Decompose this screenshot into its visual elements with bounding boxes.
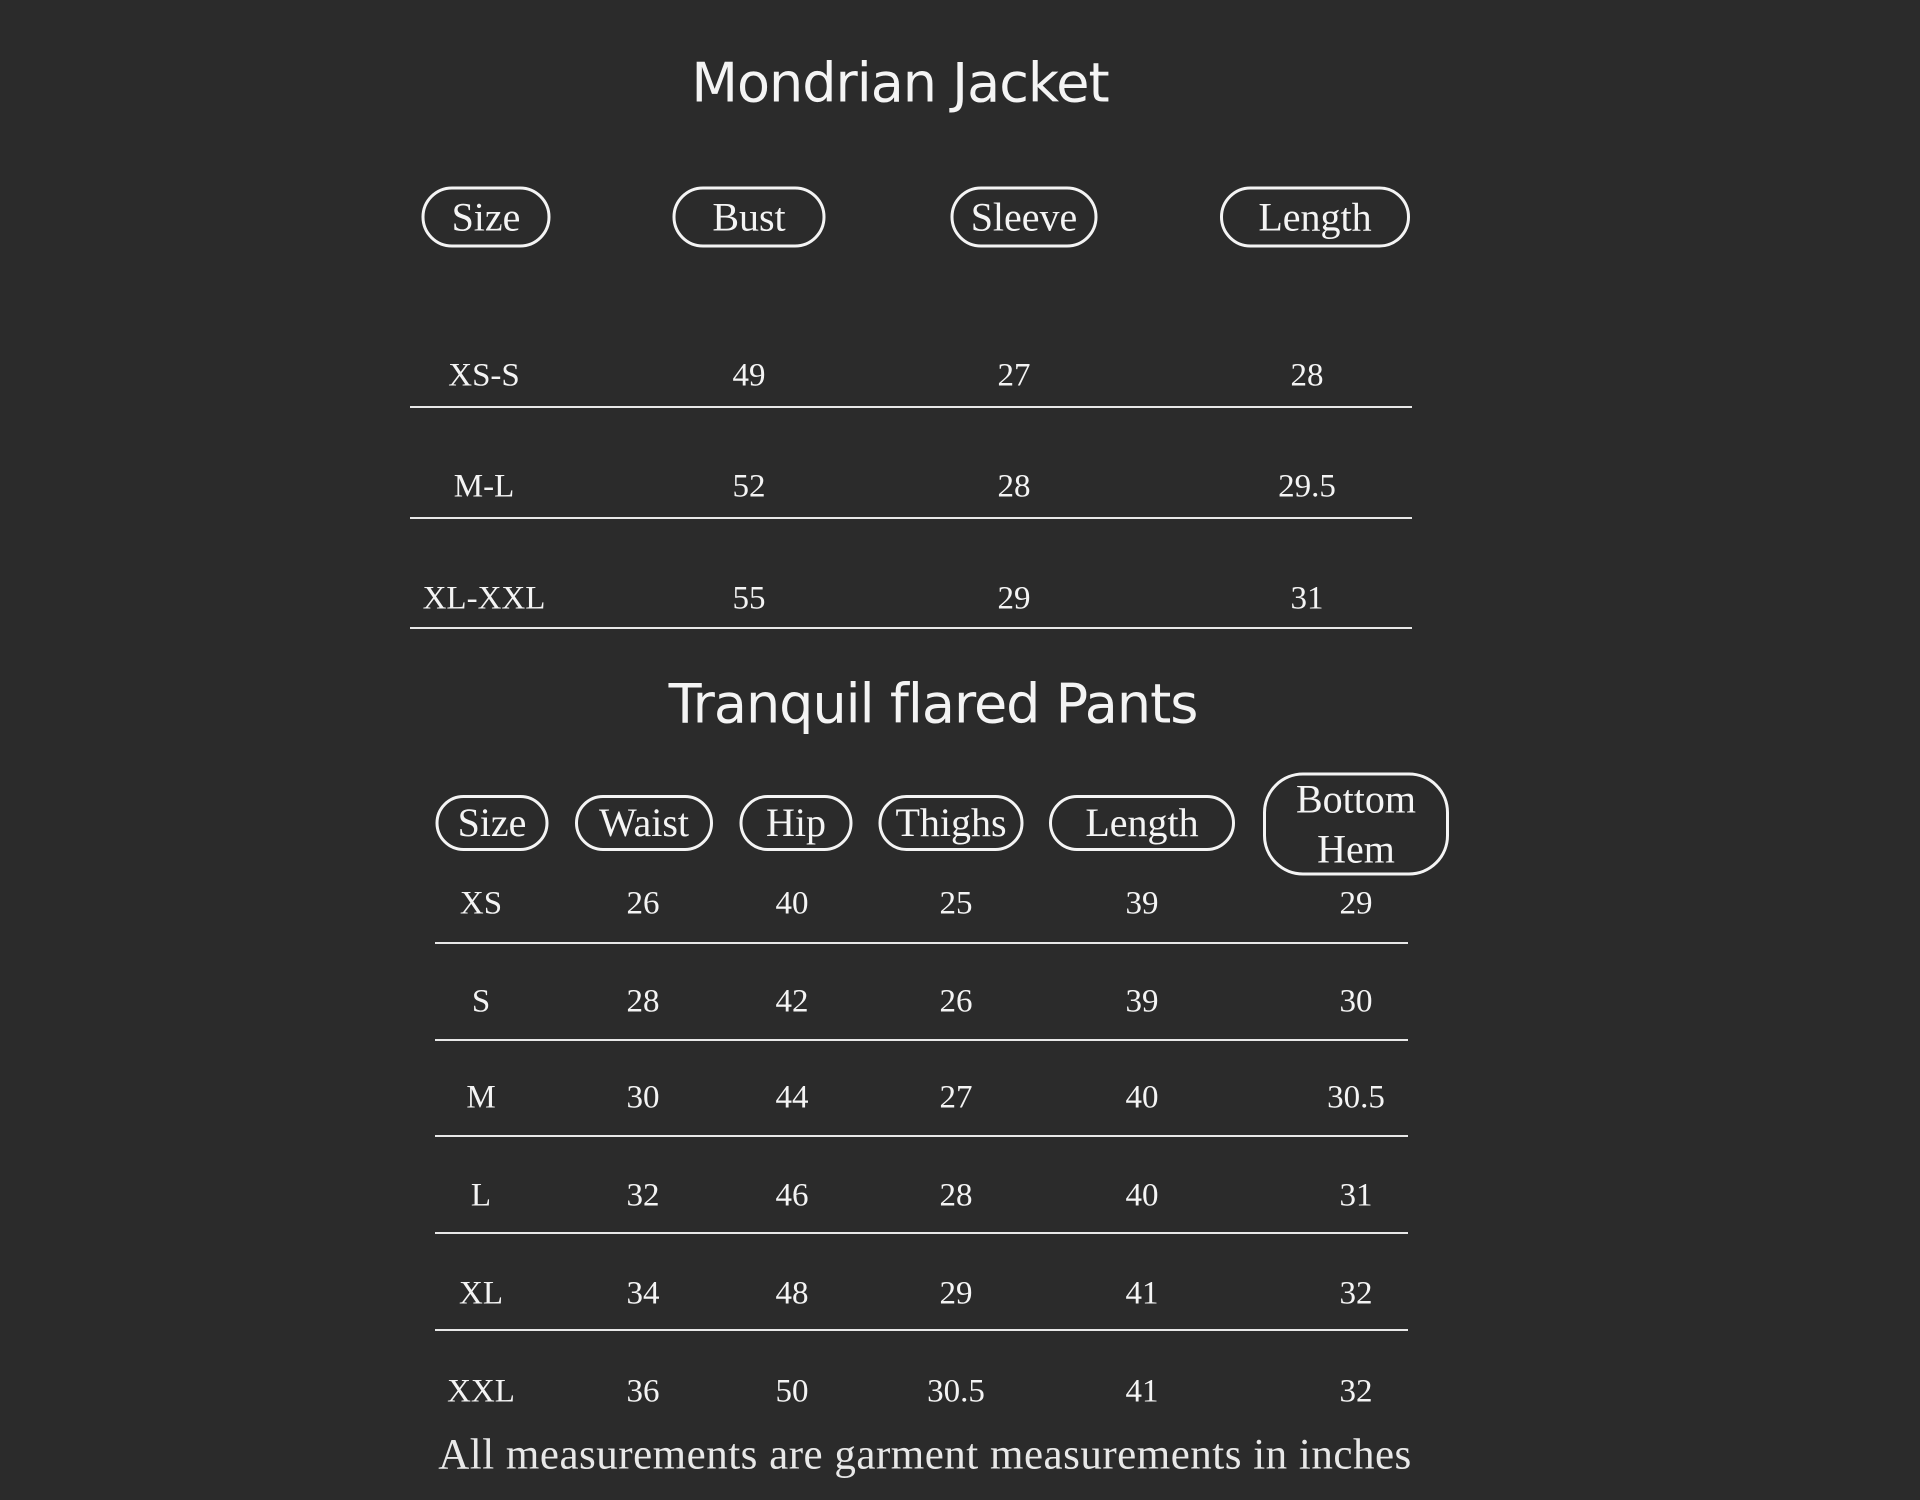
measurement-cell: 26 [939, 983, 973, 1020]
column-header-size: Size [422, 187, 551, 248]
size-label-cell: M [466, 1079, 496, 1116]
measurement-cell: 39 [1125, 983, 1159, 1020]
column-header-bust: Bust [673, 187, 826, 248]
measurement-cell: 25 [939, 885, 973, 922]
row-divider [435, 1135, 1408, 1137]
measurement-cell: 52 [732, 468, 766, 505]
measurement-cell: 48 [775, 1275, 809, 1312]
measurement-cell: 26 [626, 885, 660, 922]
measurement-cell: 32 [626, 1177, 660, 1214]
measurement-cell: 27 [997, 357, 1031, 394]
column-header-length: Length [1220, 187, 1410, 248]
row-divider [435, 942, 1408, 944]
size-label-cell: XS [459, 885, 503, 922]
measurement-cell: 36 [626, 1373, 660, 1410]
column-header-bottom-hem: Bottom Hem [1263, 773, 1449, 876]
column-header-thighs: Thighs [879, 795, 1024, 851]
measurement-cell: 32 [1339, 1373, 1373, 1410]
size-label-cell: L [470, 1177, 492, 1214]
measurement-cell: 30 [1339, 983, 1373, 1020]
row-divider [435, 1329, 1408, 1331]
measurement-cell: 30.5 [1327, 1079, 1385, 1116]
row-divider [410, 627, 1412, 629]
measurement-cell: 28 [626, 983, 660, 1020]
measurement-cell: 44 [775, 1079, 809, 1116]
pants-title: Tranquil flared Pants [668, 672, 1198, 736]
measurement-cell: 30.5 [927, 1373, 985, 1410]
size-label-cell: XL [459, 1275, 503, 1312]
measurement-cell: 40 [1125, 1079, 1159, 1116]
measurement-cell: 55 [732, 580, 766, 617]
column-header-waist: Waist [575, 795, 713, 851]
row-divider [410, 517, 1412, 519]
size-label-cell: XL-XXL [422, 580, 546, 617]
column-header-size: Size [436, 795, 549, 851]
measurement-cell: 50 [775, 1373, 809, 1410]
measurement-cell: 32 [1339, 1275, 1373, 1312]
measurement-cell: 34 [626, 1275, 660, 1312]
measurement-cell: 29.5 [1278, 468, 1336, 505]
measurement-cell: 30 [626, 1079, 660, 1116]
measurement-cell: 31 [1339, 1177, 1373, 1214]
measurement-cell: 29 [997, 580, 1031, 617]
size-label-cell: XXL [447, 1373, 515, 1410]
measurement-note: All measurements are garment measurements in inches [438, 1431, 1412, 1479]
measurement-cell: 41 [1125, 1373, 1159, 1410]
measurement-cell: 29 [939, 1275, 973, 1312]
measurement-cell: 49 [732, 357, 766, 394]
measurement-cell: 40 [775, 885, 809, 922]
measurement-cell: 28 [1290, 357, 1324, 394]
row-divider [435, 1039, 1408, 1041]
row-divider [410, 406, 1412, 408]
measurement-cell: 28 [997, 468, 1031, 505]
measurement-cell: 29 [1339, 885, 1373, 922]
column-header-hip: Hip [740, 795, 853, 851]
column-header-length: Length [1049, 795, 1235, 851]
measurement-cell: 28 [939, 1177, 973, 1214]
jacket-title: Mondrian Jacket [691, 51, 1109, 115]
size-label-cell: XS-S [448, 357, 520, 394]
size-label-cell: S [471, 983, 491, 1020]
measurement-cell: 40 [1125, 1177, 1159, 1214]
measurement-cell: 31 [1290, 580, 1324, 617]
measurement-cell: 27 [939, 1079, 973, 1116]
measurement-cell: 42 [775, 983, 809, 1020]
measurement-cell: 41 [1125, 1275, 1159, 1312]
row-divider [435, 1232, 1408, 1234]
measurement-cell: 46 [775, 1177, 809, 1214]
column-header-sleeve: Sleeve [951, 187, 1098, 248]
size-label-cell: M-L [453, 468, 515, 505]
measurement-cell: 39 [1125, 885, 1159, 922]
